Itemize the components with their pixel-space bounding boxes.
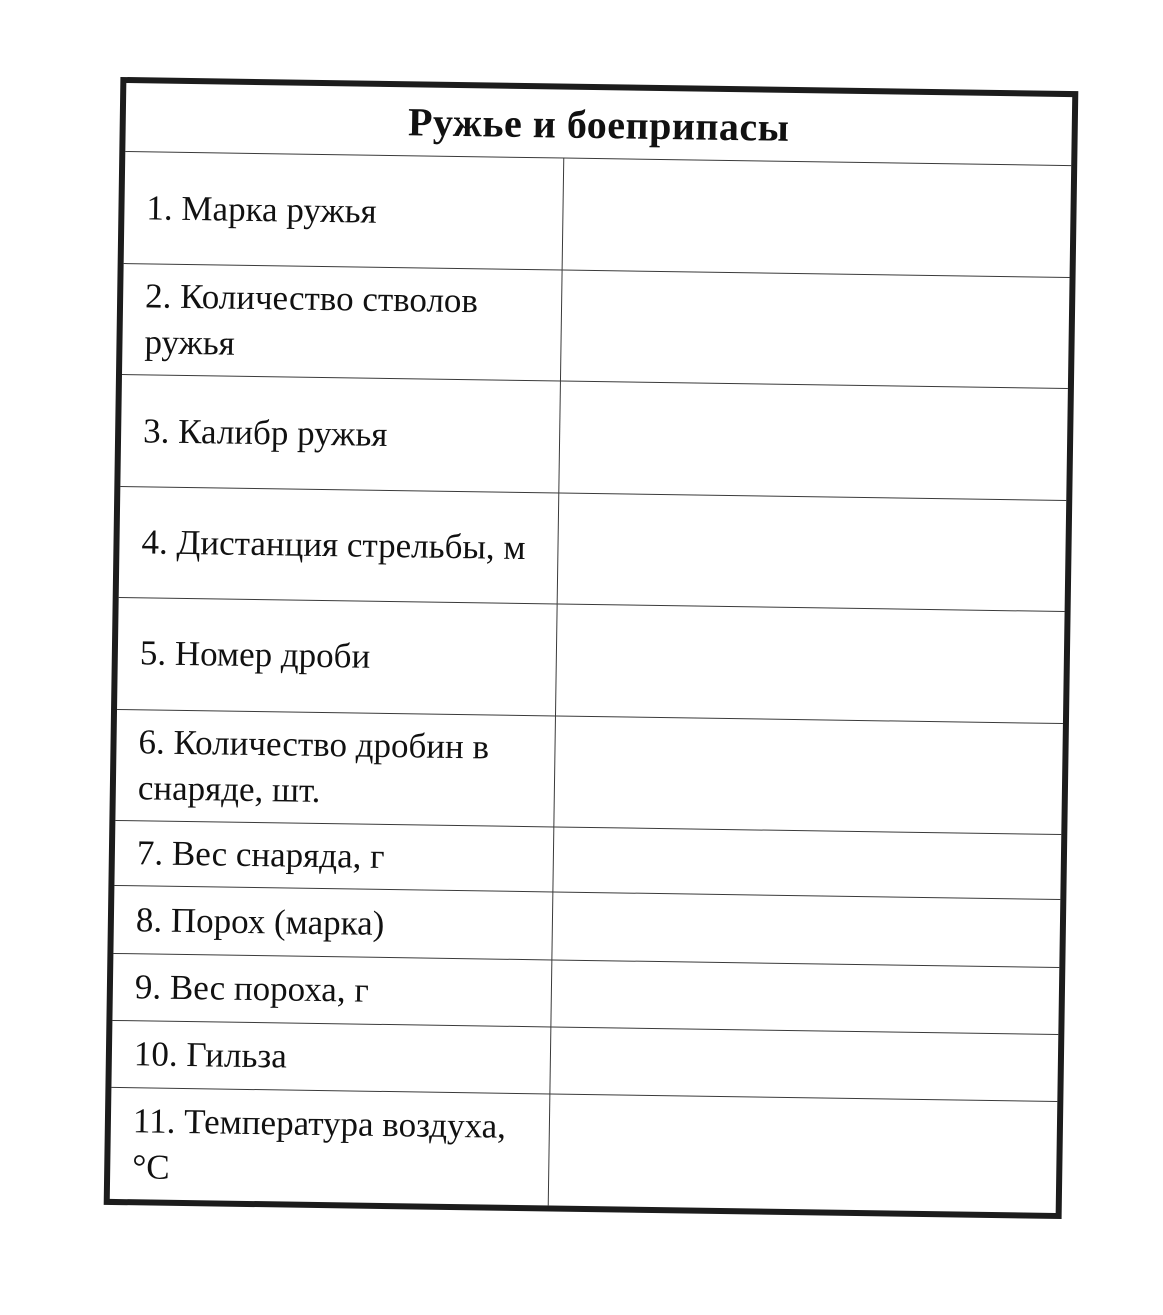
row-label-pellet-count: 6. Количество дробин в снаряде, шт. bbox=[115, 709, 555, 827]
table-row bbox=[115, 709, 1063, 835]
row-label-gun-brand: 1. Марка ружья bbox=[124, 152, 564, 270]
row-value-air-temperature[interactable] bbox=[548, 1094, 1058, 1213]
row-value-caliber[interactable] bbox=[558, 381, 1068, 500]
row-value-shot-number[interactable] bbox=[555, 604, 1065, 723]
row-label-powder-brand: 8. Порох (марка) bbox=[113, 886, 552, 960]
ammo-table bbox=[110, 83, 1072, 1213]
table-row bbox=[117, 598, 1065, 724]
table-title: Ружье и боеприпасы bbox=[125, 83, 1072, 166]
row-label-cartridge-case: 10. Гильза bbox=[111, 1021, 550, 1095]
row-value-powder-weight[interactable] bbox=[550, 960, 1059, 1035]
row-label-barrel-count: 2. Количество стволов ружья bbox=[122, 263, 562, 381]
row-label-shot-number: 5. Номер дроби bbox=[117, 598, 557, 716]
table-row bbox=[119, 486, 1067, 612]
row-label-distance: 4. Дистанция стрельбы, м bbox=[119, 486, 559, 604]
row-value-pellet-count[interactable] bbox=[553, 716, 1063, 835]
table-row bbox=[120, 375, 1068, 501]
table-row bbox=[110, 1088, 1058, 1213]
table-frame bbox=[104, 77, 1079, 1219]
row-label-shot-weight: 7. Вес снаряда, г bbox=[114, 821, 553, 893]
table-row bbox=[122, 263, 1070, 389]
row-value-gun-brand[interactable] bbox=[562, 158, 1072, 277]
row-value-barrel-count[interactable] bbox=[560, 270, 1070, 389]
row-label-caliber: 3. Калибр ружья bbox=[120, 375, 560, 493]
row-value-shot-weight[interactable] bbox=[552, 827, 1061, 900]
row-value-cartridge-case[interactable] bbox=[549, 1027, 1058, 1102]
row-value-powder-brand[interactable] bbox=[551, 892, 1060, 967]
table-row bbox=[124, 152, 1072, 278]
row-label-powder-weight: 9. Вес пороха, г bbox=[112, 953, 551, 1027]
row-label-air-temperature: 11. Температура воздуха, °С bbox=[110, 1088, 550, 1206]
row-value-distance[interactable] bbox=[557, 493, 1067, 612]
